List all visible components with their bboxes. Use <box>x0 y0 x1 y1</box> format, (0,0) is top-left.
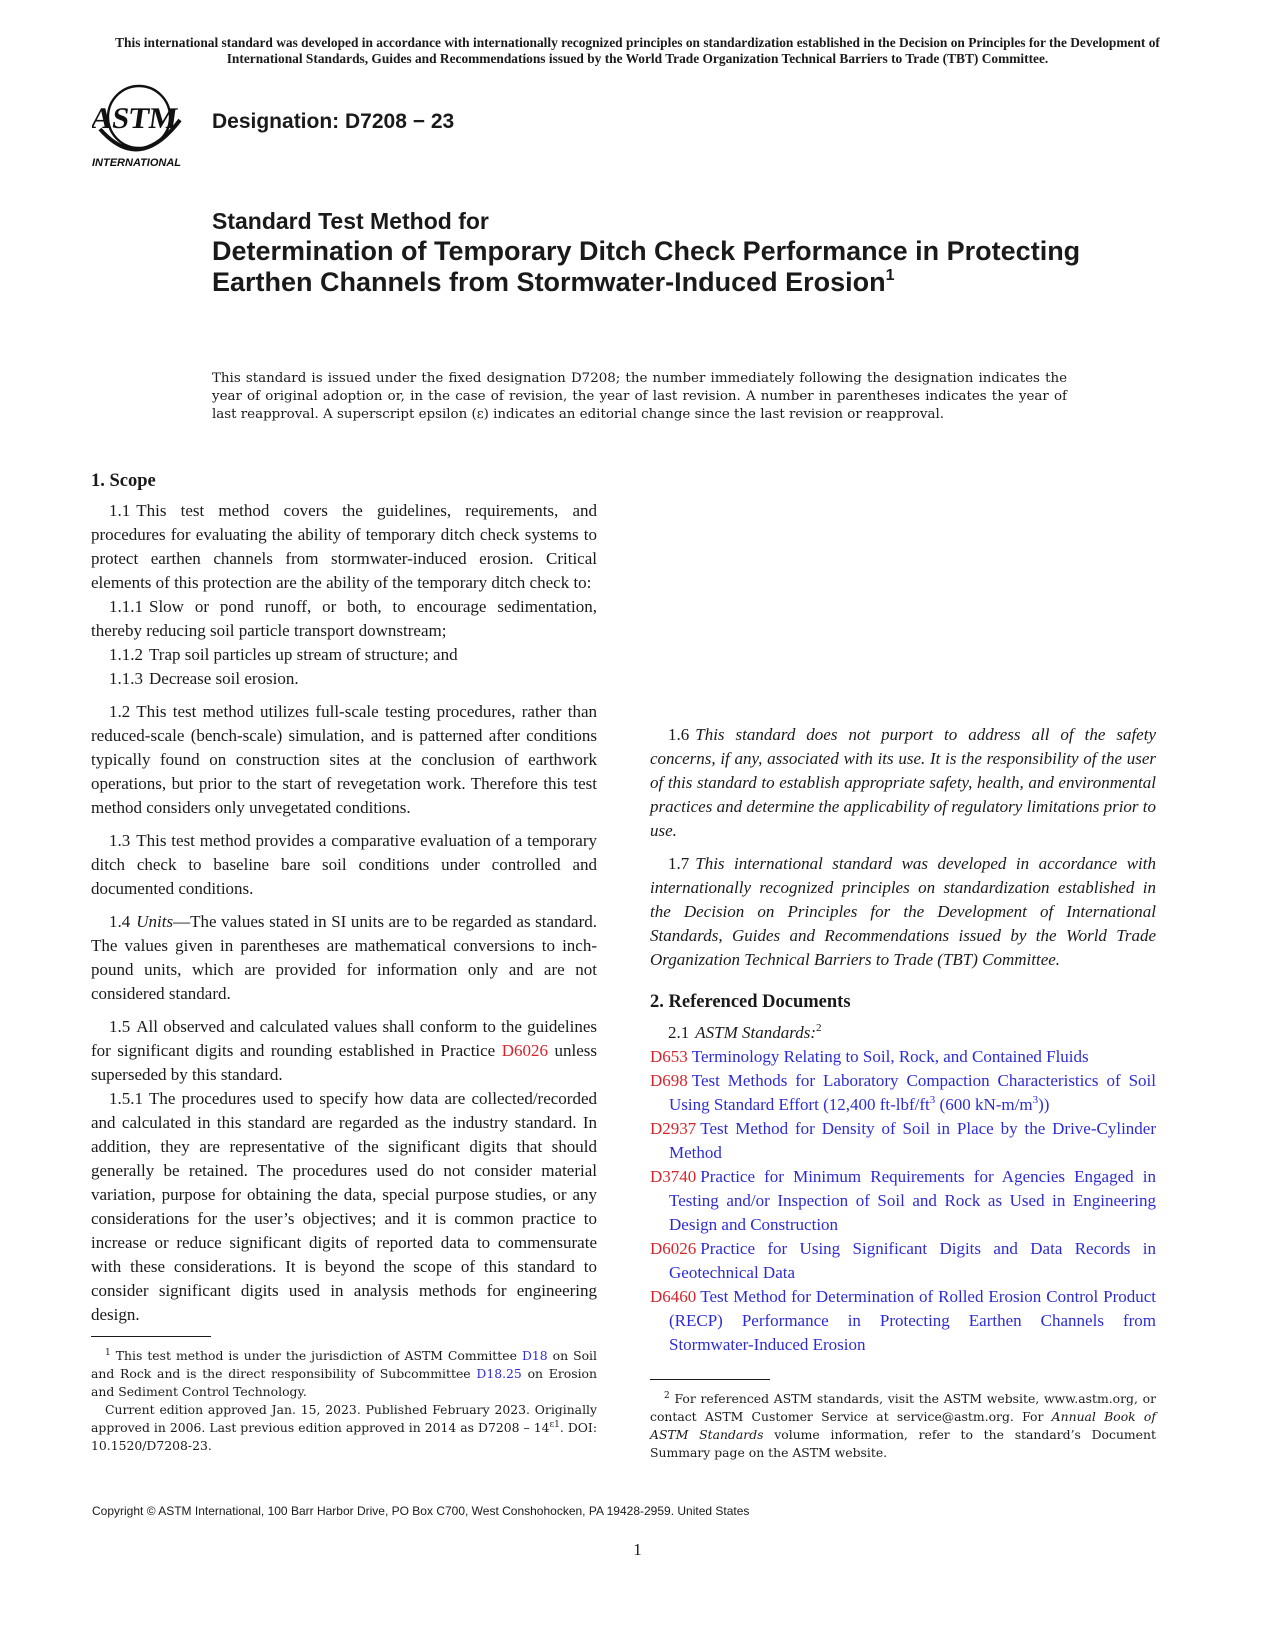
footnote-2: $^2$ For referenced ASTM standards, visit the ASTM website, www.astm.org, or contact ASTM Customer Service at service@astm.org. For Annual Book of ASTM Standards volume information, refer to the standard’s Document Summary page on the ASTM website. <box>650 1379 1156 1462</box>
astm-logo-icon <box>92 84 198 174</box>
issue-note: This standard is issued under the fixed designation D7208; the number immediately following the designation indicates the year of original adoption or, in the case of revision, the year of last revision. A number in parentheses indicates the year of last reapproval. A superscript epsilon (ε) indicates an editorial change since the last revision or reapproval. <box>212 371 1067 422</box>
para-1-1-2: 1.1.2 Trap soil particles up stream of structure; and <box>109 645 458 664</box>
ref-d698[interactable]: D698 Test Methods for Laboratory Compaction Characteristics of Soil Using Standard Effort (12,400 $ft-lbf/ft^3$ (600 $kN-m/m^3$)) <box>650 1071 1156 1114</box>
designation: Designation: D7208 − 23 <box>212 110 455 133</box>
para-1-4: 1.4 Units—The values stated in SI units are to be regarded as standard. The values given in parentheses are mathematical conversions to inch-pound units, which are provided for information only and are not considered standard. <box>91 912 597 1003</box>
ref-d3740[interactable]: D3740 Practice for Minimum Requirements for Agencies Engaged in Testing and/or Inspection of Soil and Rock as Used in Engineering Design and Construction <box>650 1167 1156 1234</box>
link-d18[interactable]: D18 <box>521 1348 548 1363</box>
copyright: Copyright © ASTM International, 100 Barr Harbor Drive, PO Box C700, West Conshohocken, PA 19428-2959. United States <box>92 1504 750 1518</box>
ref-d6026[interactable]: D6026 Practice for Using Significant Digits and Data Records in Geotechnical Data <box>650 1239 1156 1282</box>
para-1-5: 1.5 All observed and calculated values shall conform to the guidelines for significant digits and rounding established in Practice D6026 unless superseded by this standard. <box>91 1017 598 1084</box>
right-column <box>650 714 1156 1357</box>
para-1-1-3: 1.1.3 Decrease soil erosion. <box>109 669 299 688</box>
footnote-1: $^1$ This test method is under the jurisdiction of ASTM Committee D18 on Soil and Rock and is the direct responsibility of Subcommittee D18.25 on Erosion and Sediment Control Technology. Current edition approved Jan. 15, 2023. Published February 2023. Originally approved in 2006. Last previous edition approved in 2014 as $D7208 - 14^{\varepsilon 1}$. DOI: 10.1520/D7208-23. <box>91 1336 597 1455</box>
link-d18-25[interactable]: D18.25 <box>476 1366 522 1381</box>
para-1-1-1: 1.1.1 Slow or pond runoff, or both, to encourage sedimentation, thereby reducing soil particle transport downstream; <box>91 597 597 640</box>
para-1-6: 1.6 This standard does not purport to address all of the safety concerns, if any, associated with its use. It is the responsibility of the user of this standard to establish appropriate safety, health, and environmental practices and determine the applicability of regulatory limitations prior to use. <box>650 725 1157 840</box>
footnote-rule <box>91 1336 211 1337</box>
scope-heading: 1. Scope <box>91 471 156 491</box>
referenced-documents-heading: 2. Referenced Documents <box>650 992 851 1012</box>
link-d6026[interactable]: D6026 <box>501 1041 549 1060</box>
para-1-7: 1.7 This international standard was developed in accordance with internationally recognized principles on standardization established in the Decision on Principles for the Development of International Standards, Guides and Recommendations issued by the World Trade Organization Technical Barriers to Trade (TBT) Committee. <box>650 854 1156 969</box>
ref-d653[interactable]: D653 Terminology Relating to Soil, Rock, and Contained Fluids <box>650 1047 1089 1066</box>
para-1-2: 1.2 This test method utilizes full-scale testing procedures, rather than reduced-scale (bench-scale) simulation, and is patterned after conditions typically found on construction sites at the conclusion of earthwork operations, but prior to the start of revegetation work. Therefore this test method considers only unvegetated conditions. <box>91 702 597 817</box>
ref-d6460[interactable]: D6460 Test Method for Determination of Rolled Erosion Control Product (RECP) Performance in Protecting Earthen Channels from Stormwater-Induced Erosion <box>650 1287 1156 1354</box>
tbt-banner: This international standard was developed in accordance with internationally recognized principles on standardization established in the Decision on Principles for the Development of International Standards, Guides and Recommendations issued by the World Trade Organization Technical Barriers to Trade (TBT) Committee. <box>115 35 1160 66</box>
title-prefix: Standard Test Method for <box>212 208 489 234</box>
svg-text:ASTM: ASTM <box>92 101 180 135</box>
title-text: Determination of Temporary Ditch Check Performance in Protecting Earthen Channels from Stormwater-Induced Erosion <box>212 236 1081 297</box>
svg-text:INTERNATIONAL: INTERNATIONAL <box>92 157 182 169</box>
para-2-1: 2.1 ASTM Standards:$^2$ <box>668 1022 822 1042</box>
title-footnote-mark: 1 <box>885 267 895 284</box>
footnote-rule <box>650 1379 770 1380</box>
left-column <box>91 469 597 1327</box>
document-title <box>212 206 1112 298</box>
para-1-1: 1.1 This test method covers the guidelines, requirements, and procedures for evaluating the ability of temporary ditch check systems to protect earthen channels from stormwater-induced erosion. Critical elements of this protection are the ability of the temporary ditch check to: <box>91 501 597 592</box>
astm-logo <box>92 84 198 174</box>
para-1-5-1: 1.5.1 The procedures used to specify how data are collected/recorded and calculated in this standard are regarded as the industry standard. In addition, they are representative of the significant digits that should generally be retained. The procedures used do not consider material variation, purpose for obtaining the data, special purpose studies, or any considerations for the user’s objectives; and it is common practice to increase or reduce significant digits of reported data to commensurate with these considerations. It is beyond the scope of this standard to consider significant digits used in analysis methods for engineering design. <box>91 1089 597 1324</box>
title-main <box>212 236 1112 298</box>
para-1-3: 1.3 This test method provides a comparative evaluation of a temporary ditch check to baseline bare soil conditions under controlled and documented conditions. <box>91 831 597 898</box>
ref-d2937[interactable]: D2937 Test Method for Density of Soil in Place by the Drive-Cylinder Method <box>650 1119 1156 1162</box>
page-number: 1 <box>633 1540 642 1559</box>
